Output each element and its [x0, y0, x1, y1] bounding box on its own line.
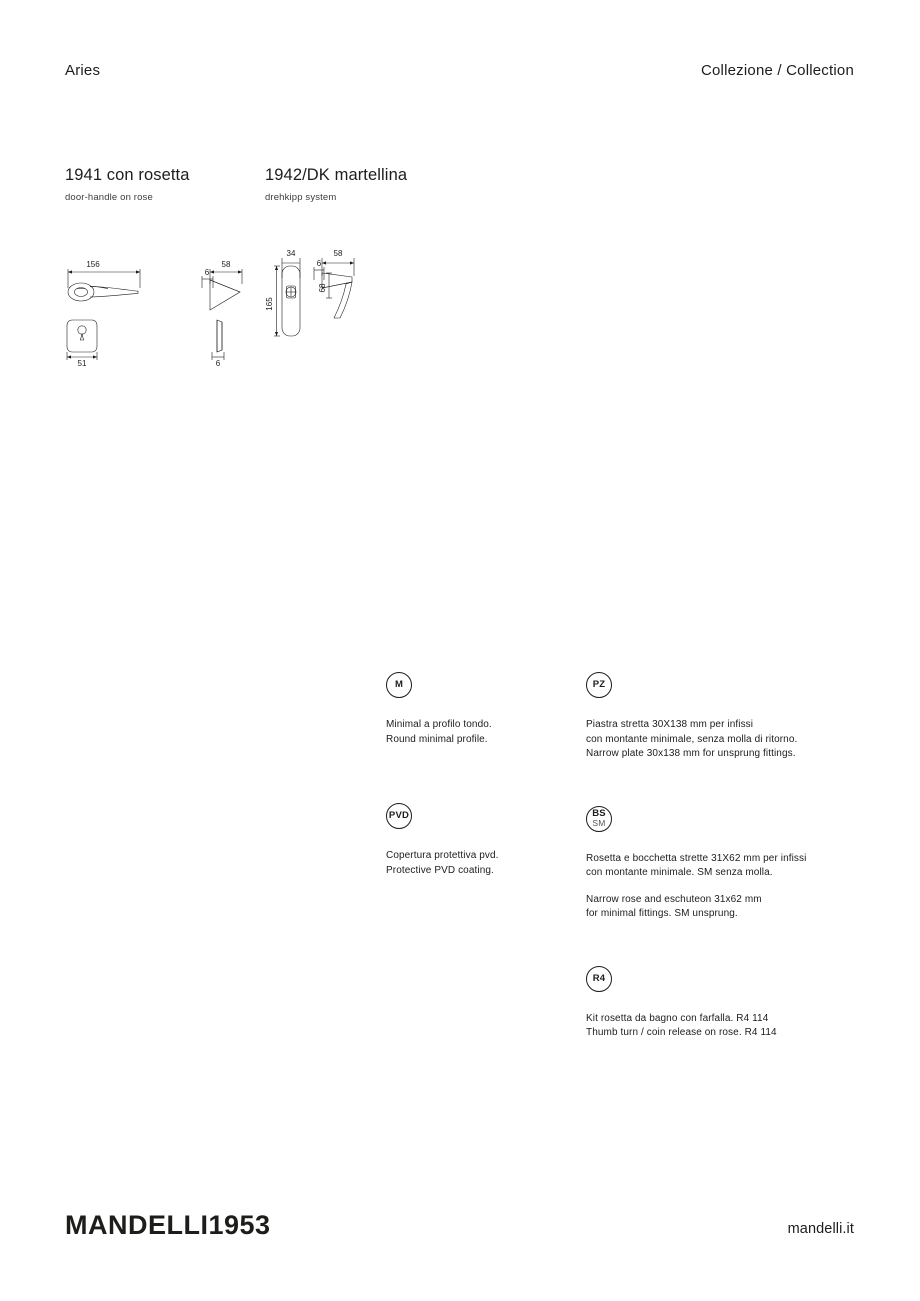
- legend-line: con montante minimale, senza molla di ritorno.: [586, 733, 798, 745]
- legend-badge-pvd: [386, 803, 412, 829]
- legend-line: for minimal fittings. SM unsprung.: [586, 908, 738, 919]
- legend-badge-bs-sm: [586, 806, 612, 832]
- technical-drawing-1941: [50, 236, 250, 381]
- legend-item-bs-sm: [586, 806, 876, 922]
- legend-badge-code: M: [394, 679, 404, 690]
- legend-description-r4: [586, 1012, 876, 1041]
- legend-description-m: [386, 718, 561, 747]
- legend-badge-m: [386, 672, 412, 698]
- drawing-svg-1941: [50, 236, 250, 376]
- dimension-label-plate-height-165: 165: [265, 297, 274, 311]
- dimension-label-rose-51: 51: [77, 359, 87, 368]
- brand-website-url[interactable]: mandelli.it: [787, 1221, 854, 1237]
- legend-item-pvd: [386, 803, 561, 878]
- legend-item-m: [386, 672, 561, 747]
- dimension-label-handle-58: 58: [333, 249, 343, 258]
- legend-item-pz: [586, 672, 876, 762]
- legend-line: Narrow rose and eschuteon 31x62 mm: [586, 893, 762, 905]
- brand-logo: MANDELLI1953: [65, 1210, 271, 1240]
- dimension-label-plate-58: 58: [221, 260, 231, 269]
- legend-line: Kit rosetta da bagno con farfalla. R4 114: [586, 1012, 769, 1024]
- dimension-label-plate-width-34: 34: [286, 249, 296, 258]
- legend-column-left: [386, 672, 561, 922]
- product-subtitle: drehkipp system: [265, 192, 337, 203]
- legend-badge-code-sub: SM: [592, 817, 606, 828]
- legend-line: con montante minimale. SM senza molla.: [586, 867, 773, 878]
- legend-badge-pz: [586, 672, 612, 698]
- legend-badge-r4: [586, 966, 612, 992]
- dimension-label-grip-68: 68: [318, 283, 327, 293]
- legend-line: Copertura protettiva pvd.: [386, 850, 499, 861]
- legend-line: Minimal a profilo tondo.: [386, 719, 492, 730]
- dimension-label-rose-thickness-6: 6: [215, 359, 221, 368]
- legend-line: Round minimal profile.: [386, 733, 488, 745]
- legend-line: Protective PVD coating.: [386, 864, 494, 876]
- product-title-block-1941: [65, 166, 190, 203]
- legend-description-bs-sm: [586, 852, 876, 922]
- drawing-svg-1942: [258, 236, 398, 376]
- legend-line: Piastra stretta 30X138 mm per infissi: [586, 719, 754, 730]
- legend-line: Rosetta e bocchetta strette 31X62 mm per infissi: [586, 852, 807, 864]
- dimension-label-length-156: 156: [86, 260, 100, 269]
- technical-drawing-1942: [258, 236, 398, 381]
- legend-line: Thumb turn / coin release on rose. R4 114: [586, 1027, 777, 1038]
- product-title: 1941 con rosetta: [65, 166, 190, 184]
- product-title: 1942/DK martellina: [265, 166, 408, 184]
- dimension-label-offset-6: 6: [316, 259, 322, 268]
- legend-badge-code: R4: [592, 972, 606, 984]
- legend-description-pz: [586, 718, 876, 762]
- legend-badge-code: PZ: [592, 679, 606, 690]
- product-title-block-1942: [265, 166, 407, 203]
- product-subtitle: door-handle on rose: [65, 192, 153, 203]
- header-collection-name: Aries: [65, 62, 101, 79]
- legend-item-r4: [586, 966, 876, 1041]
- dimension-label-thickness-6: 6: [204, 268, 210, 277]
- legend-badge-code: PVD: [388, 810, 410, 821]
- legend-description-pvd: [386, 849, 561, 878]
- legend-line: Narrow plate 30x138 mm for unsprung fittings.: [586, 748, 796, 759]
- legend-column-right: [586, 672, 876, 1085]
- legend-badge-code: BS: [592, 808, 606, 819]
- header-collection-label: Collezione / Collection: [700, 62, 854, 79]
